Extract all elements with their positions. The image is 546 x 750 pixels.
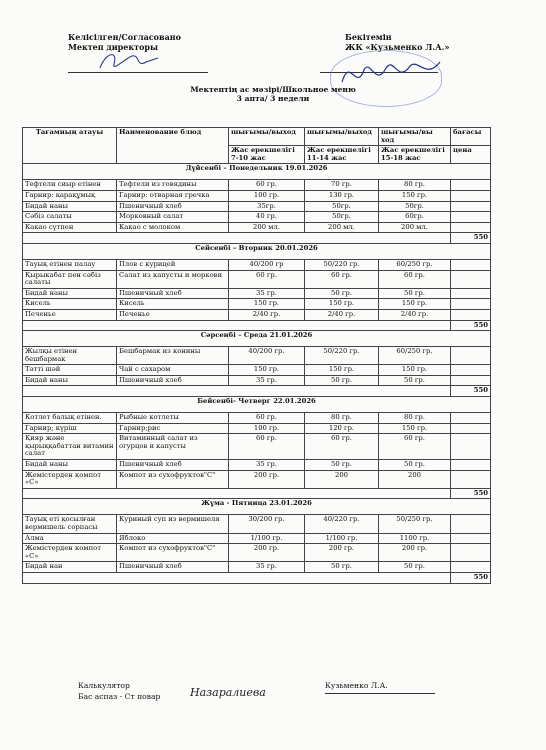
portion-7-10: 40/200 гр. bbox=[229, 347, 305, 365]
portion-7-10: 200 мл. bbox=[229, 222, 305, 233]
price-row bbox=[23, 320, 491, 331]
dish-name-kz: Кисель bbox=[23, 299, 117, 310]
day-title: Сейсенбі – Вторник 20.01.2026 bbox=[23, 243, 491, 259]
portion-15-18: 200 гр. bbox=[379, 544, 451, 562]
portion-11-14: 60 гр. bbox=[305, 434, 379, 460]
dish-name-kz: Тәтті шәй bbox=[23, 365, 117, 376]
price-cell bbox=[451, 299, 491, 310]
col-header-2: шығымы/выход bbox=[229, 128, 305, 146]
portion-11-14: 150 гр. bbox=[305, 365, 379, 376]
portion-15-18: 60 гр. bbox=[379, 434, 451, 460]
day-price: 550 bbox=[451, 488, 491, 499]
portion-15-18: 60 гр. bbox=[379, 270, 451, 288]
dish-name-kz: Печенье bbox=[23, 309, 117, 320]
price-cell bbox=[451, 347, 491, 365]
portion-15-18: 200 bbox=[379, 470, 451, 488]
portion-11-14: 80 гр. bbox=[305, 413, 379, 424]
dish-row bbox=[23, 544, 491, 562]
portion-11-14: 60 гр. bbox=[305, 270, 379, 288]
day-header-row bbox=[23, 499, 491, 515]
dish-row bbox=[23, 222, 491, 233]
price-cell bbox=[451, 460, 491, 471]
dish-name-kz: Бидай наны bbox=[23, 460, 117, 471]
day-price: 550 bbox=[451, 572, 491, 583]
portion-15-18: 1100 гр. bbox=[379, 533, 451, 544]
age-subheader-1: Жас ерекшелігі 11-14 жас bbox=[305, 146, 379, 164]
portion-7-10: 60 гр. bbox=[229, 180, 305, 191]
dish-name-kz: Котлет балық етінен. bbox=[23, 413, 117, 424]
price-cell bbox=[451, 190, 491, 201]
price-row bbox=[23, 488, 491, 499]
portion-11-14: 70 гр. bbox=[305, 180, 379, 191]
portion-7-10: 40 гр. bbox=[229, 212, 305, 223]
dish-name-kz: Бидай наны bbox=[23, 201, 117, 212]
dish-row bbox=[23, 413, 491, 424]
day-price: 550 bbox=[451, 386, 491, 397]
dish-name-kz: Какао сүтпен bbox=[23, 222, 117, 233]
dish-name-kz: Жылқы етінен бешбармак bbox=[23, 347, 117, 365]
chief-cook-signature: Назаралиева bbox=[190, 686, 266, 699]
director-signature bbox=[92, 46, 162, 76]
day-title: Жұма - Пятница 23.01.2026 bbox=[23, 499, 491, 515]
age-subheader-0: Жас ерекшелігі 7-10 жас bbox=[229, 146, 305, 164]
dish-row bbox=[23, 470, 491, 488]
portion-11-14: 200 bbox=[305, 470, 379, 488]
portion-7-10: 200 гр. bbox=[229, 470, 305, 488]
portion-11-14: 130 гр. bbox=[305, 190, 379, 201]
dish-name-ru: Печенье bbox=[117, 309, 229, 320]
col-header-ru: Наименование блюд bbox=[117, 128, 229, 164]
dish-name-ru: Салат из капусты и моркови bbox=[117, 270, 229, 288]
portion-15-18: 50/250 гр. bbox=[379, 515, 451, 533]
portion-15-18: 2/40 гр. bbox=[379, 309, 451, 320]
portion-11-14: 120 гр. bbox=[305, 423, 379, 434]
price-cell bbox=[451, 423, 491, 434]
dish-row bbox=[23, 515, 491, 533]
day-title: Бейсенбі- Четверг 22.01.2026 bbox=[23, 397, 491, 413]
price-row bbox=[23, 233, 491, 244]
dish-name-ru: Тефтели из говядины bbox=[117, 180, 229, 191]
dish-row bbox=[23, 365, 491, 376]
dish-name-kz: Бидай наны bbox=[23, 288, 117, 299]
portion-7-10: 30/200 гр. bbox=[229, 515, 305, 533]
age-subheader-2: Жас ерекшелігі 15-18 жас bbox=[379, 146, 451, 164]
dish-name-kz: Қияр және қырыққабаттан витамин салат bbox=[23, 434, 117, 460]
dish-name-kz: Бидай наны bbox=[23, 375, 117, 386]
chief-cook-label: Бас аспаз - Ст повар bbox=[78, 692, 161, 701]
dish-name-ru: Пшеничный хлеб bbox=[117, 460, 229, 471]
portion-15-18: 60гр. bbox=[379, 212, 451, 223]
price-row-spacer bbox=[23, 572, 451, 583]
dish-name-ru: Рыбные котлеты bbox=[117, 413, 229, 424]
portion-11-14: 50 гр. bbox=[305, 288, 379, 299]
portion-7-10: 35 гр. bbox=[229, 288, 305, 299]
confirm-role: ЖК «Кузьменко Л.А.» bbox=[345, 42, 450, 52]
dish-name-ru: Пшеничный хлеб bbox=[117, 288, 229, 299]
dish-row bbox=[23, 288, 491, 299]
price-row-spacer bbox=[23, 386, 451, 397]
dish-name-kz: Сәбіз салаты bbox=[23, 212, 117, 223]
day-title: Сәрсенбі – Среда 21.01.2026 bbox=[23, 331, 491, 347]
dish-name-ru: Какао с молоком bbox=[117, 222, 229, 233]
portion-11-14: 200 мл. bbox=[305, 222, 379, 233]
price-cell bbox=[451, 259, 491, 270]
dish-row bbox=[23, 562, 491, 573]
owner-name-line bbox=[325, 693, 435, 694]
price-cell bbox=[451, 413, 491, 424]
portion-15-18: 50 гр. bbox=[379, 460, 451, 471]
dish-row bbox=[23, 180, 491, 191]
dish-name-kz: Жемістерден компот «С» bbox=[23, 470, 117, 488]
dish-name-kz: Жемістерден компот «С» bbox=[23, 544, 117, 562]
price-row-spacer bbox=[23, 488, 451, 499]
dish-row bbox=[23, 201, 491, 212]
dish-name-ru: Витаминный салат из огурцов и капусты bbox=[117, 434, 229, 460]
day-price: 550 bbox=[451, 233, 491, 244]
dish-row bbox=[23, 270, 491, 288]
dish-row bbox=[23, 347, 491, 365]
price-cell bbox=[451, 288, 491, 299]
portion-15-18: 150 гр. bbox=[379, 190, 451, 201]
portion-7-10: 60 гр. bbox=[229, 434, 305, 460]
price-row-spacer bbox=[23, 233, 451, 244]
portion-11-14: 50/220 гр. bbox=[305, 259, 379, 270]
price-cell bbox=[451, 309, 491, 320]
portion-7-10: 40/200 гр bbox=[229, 259, 305, 270]
price-cell bbox=[451, 544, 491, 562]
portion-15-18: 60/250 гр. bbox=[379, 347, 451, 365]
portion-7-10: 35 гр. bbox=[229, 375, 305, 386]
price-cell bbox=[451, 434, 491, 460]
portion-7-10: 35гр. bbox=[229, 201, 305, 212]
menu-table bbox=[22, 127, 491, 584]
portion-7-10: 35 гр. bbox=[229, 460, 305, 471]
confirm-block bbox=[345, 32, 449, 52]
portion-15-18: 50гр. bbox=[379, 201, 451, 212]
day-header-row bbox=[23, 397, 491, 413]
price-row bbox=[23, 386, 491, 397]
approval-title: Келісілген/Согласовано bbox=[68, 32, 181, 42]
col-header-3: шығымы/выход bbox=[305, 128, 379, 146]
price-cell bbox=[451, 212, 491, 223]
day-header-row bbox=[23, 331, 491, 347]
dish-name-ru: Кисель bbox=[117, 299, 229, 310]
dish-name-ru: Пшеничный хлеб bbox=[117, 375, 229, 386]
portion-7-10: 1/100 гр. bbox=[229, 533, 305, 544]
portion-15-18: 150 гр. bbox=[379, 423, 451, 434]
portion-15-18: 80 гр. bbox=[379, 180, 451, 191]
confirm-title: Бекітемін bbox=[345, 32, 392, 42]
portion-11-14: 50гр. bbox=[305, 201, 379, 212]
portion-11-14: 200 гр. bbox=[305, 544, 379, 562]
dish-name-ru: Гарнир: отварная гречка bbox=[117, 190, 229, 201]
age-subheader-3: цена bbox=[451, 146, 491, 164]
dish-name-kz: Қырыкабат пен сәбіз салаты bbox=[23, 270, 117, 288]
dish-name-kz: Гарнир; күріш bbox=[23, 423, 117, 434]
dish-row bbox=[23, 212, 491, 223]
calculator-label: Калькулятор bbox=[78, 681, 130, 690]
owner-name: Кузьменко Л.А. bbox=[325, 681, 388, 690]
col-header-kz: Тағамның атауы bbox=[23, 128, 117, 164]
dish-name-ru: Плов с курицей bbox=[117, 259, 229, 270]
menu-title bbox=[0, 85, 546, 103]
portion-11-14: 2/40 гр. bbox=[305, 309, 379, 320]
dish-name-ru: Компот из сухофруктов"С" bbox=[117, 544, 229, 562]
portion-11-14: 50гр. bbox=[305, 212, 379, 223]
portion-15-18: 50 гр. bbox=[379, 288, 451, 299]
price-cell bbox=[451, 365, 491, 376]
dish-name-ru: Яблоко bbox=[117, 533, 229, 544]
price-cell bbox=[451, 270, 491, 288]
dish-name-kz: Бидай нан bbox=[23, 562, 117, 573]
price-cell bbox=[451, 375, 491, 386]
portion-11-14: 50 гр. bbox=[305, 562, 379, 573]
dish-row bbox=[23, 460, 491, 471]
dish-name-kz: Гарнир: қарақұмық bbox=[23, 190, 117, 201]
portion-11-14: 40/220 гр. bbox=[305, 515, 379, 533]
price-cell bbox=[451, 180, 491, 191]
price-cell bbox=[451, 562, 491, 573]
dish-row bbox=[23, 533, 491, 544]
day-header-row bbox=[23, 164, 491, 180]
portion-7-10: 2/40 гр. bbox=[229, 309, 305, 320]
portion-7-10: 100 гр. bbox=[229, 423, 305, 434]
portion-11-14: 50 гр. bbox=[305, 375, 379, 386]
portion-15-18: 60/250 гр. bbox=[379, 259, 451, 270]
header-row bbox=[23, 128, 491, 146]
portion-15-18: 50 гр. bbox=[379, 375, 451, 386]
approval-role: Мектеп директоры bbox=[68, 42, 159, 52]
portion-15-18: 150 гр. bbox=[379, 365, 451, 376]
portion-15-18: 80 гр. bbox=[379, 413, 451, 424]
dish-name-ru: Компот из сухофруктов"С" bbox=[117, 470, 229, 488]
dish-name-kz: Тефтели сиыр етінен bbox=[23, 180, 117, 191]
menu-title-line2: 3 апта/ 3 недели bbox=[236, 94, 310, 103]
portion-7-10: 60 гр. bbox=[229, 413, 305, 424]
portion-11-14: 50 гр. bbox=[305, 460, 379, 471]
portion-11-14: 1/100 гр. bbox=[305, 533, 379, 544]
dish-row bbox=[23, 423, 491, 434]
dish-row bbox=[23, 259, 491, 270]
dish-row bbox=[23, 299, 491, 310]
dish-name-ru: Пшеничный хлеб bbox=[117, 201, 229, 212]
price-cell bbox=[451, 515, 491, 533]
col-header-5: бағасы bbox=[451, 128, 491, 146]
portion-7-10: 60 гр. bbox=[229, 270, 305, 288]
portion-7-10: 100 гр. bbox=[229, 190, 305, 201]
dish-name-kz: Алма bbox=[23, 533, 117, 544]
menu-title-line1: Мектептің ас мәзірі/Школьное меню bbox=[190, 85, 356, 94]
day-header-row bbox=[23, 243, 491, 259]
portion-7-10: 150 гр. bbox=[229, 299, 305, 310]
price-row bbox=[23, 572, 491, 583]
portion-15-18: 150 гр. bbox=[379, 299, 451, 310]
dish-row bbox=[23, 434, 491, 460]
portion-11-14: 50/220 гр. bbox=[305, 347, 379, 365]
dish-row bbox=[23, 375, 491, 386]
price-cell bbox=[451, 222, 491, 233]
dish-row bbox=[23, 309, 491, 320]
portion-15-18: 50 гр. bbox=[379, 562, 451, 573]
price-cell bbox=[451, 201, 491, 212]
day-price: 550 bbox=[451, 320, 491, 331]
portion-11-14: 150 гр. bbox=[305, 299, 379, 310]
price-row-spacer bbox=[23, 320, 451, 331]
dish-name-kz: Тауық етінен палау bbox=[23, 259, 117, 270]
dish-name-kz: Тауық еті қосылған вермишель сорпасы bbox=[23, 515, 117, 533]
portion-7-10: 200 гр. bbox=[229, 544, 305, 562]
day-title: Дүйсенбі – Понедельник 19.01.2026 bbox=[23, 164, 491, 180]
dish-name-ru: Куриный суп из вермишеля bbox=[117, 515, 229, 533]
price-cell bbox=[451, 533, 491, 544]
dish-name-ru: Морковный салат bbox=[117, 212, 229, 223]
dish-name-ru: Чай с сахаром bbox=[117, 365, 229, 376]
dish-name-ru: Пшеничный хлеб bbox=[117, 562, 229, 573]
dish-name-ru: Бешбармак из конины bbox=[117, 347, 229, 365]
dish-row bbox=[23, 190, 491, 201]
dish-name-ru: Гарнир;рис bbox=[117, 423, 229, 434]
portion-15-18: 200 мл. bbox=[379, 222, 451, 233]
portion-7-10: 150 гр. bbox=[229, 365, 305, 376]
col-header-4: шығымы/вы ход bbox=[379, 128, 451, 146]
portion-7-10: 35 гр. bbox=[229, 562, 305, 573]
price-cell bbox=[451, 470, 491, 488]
